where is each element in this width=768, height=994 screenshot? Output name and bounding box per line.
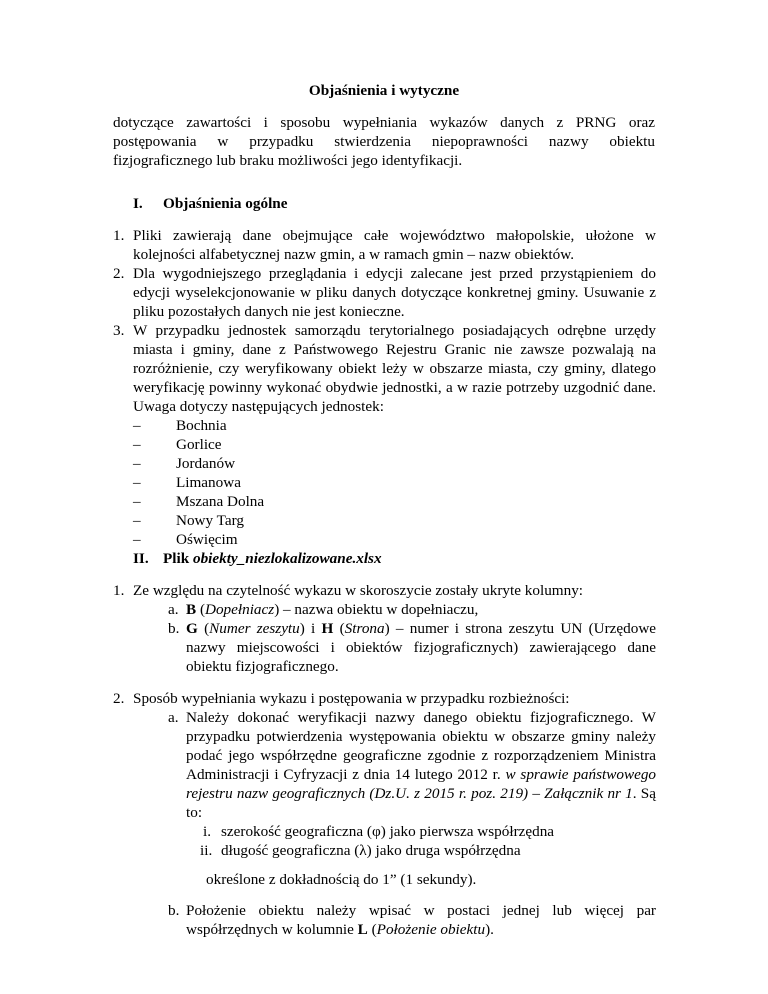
sub-text: ) – numer i strona zeszytu UN (Urzędowe nazwy miejscowości i obiektów fizjograficznych) zawierającego dane obiektu fizjograficznego. [186,620,657,675]
section-2-file-name: obiekty_niezlokalizowane.xlsx [192,550,382,567]
list-text: W przypadku jednostek samorządu terytorialnego posiadających odrębne urzędy miasta i gminy, dane z Państwowego Rejestru Granic nie zawsze pozwalają na rozróżnienie, czy weryfikowany obiekt leży w obszarze miasta, czy gminy, dlatego weryfikację powinny wykonać obydwie jednostki, a w razie potrzeby uzgodnić dane. Uwaga dotyczy następujących jednostek: [133,322,656,415]
section-2-heading [113,549,382,568]
document-title: Objaśnienia i wytyczne [308,82,460,99]
column-name: Dopełniacz [205,601,275,618]
paren: ( [371,921,377,938]
list-number: 2. [113,265,125,282]
regulation-title: w sprawie państwowego rejestru nazw geograficznych (Dz.U. z 2015 r. poz. 219) – Załącznik nr 1 [186,766,657,802]
section-1-numeral: I. [133,195,143,212]
unit-item [133,492,656,511]
dash-bullet: – [133,493,141,510]
column-letter: G [186,620,198,637]
unit-label: Oświęcim [176,531,238,548]
list-item [113,264,656,321]
unit-label: Jordanów [176,455,236,472]
sub-sub-item-i [148,822,656,841]
list-item [113,689,656,708]
roman-text: długość geograficzna (λ) jako druga współrzędna [221,842,521,859]
unit-item [133,435,656,454]
list-number: 3. [113,322,125,339]
unit-item [133,473,656,492]
dash-bullet: – [133,531,141,548]
paren: ( [204,620,210,637]
list-number: 1. [113,582,125,599]
units-list [113,416,656,549]
column-name: Położenie obiektu [376,921,486,938]
section-2-title-prefix: Plik [163,550,190,567]
list-item [113,581,656,600]
unit-label: Gorlice [176,436,222,453]
dash-bullet: – [133,455,141,472]
unit-item [133,530,656,549]
sub-text: ). [485,921,494,938]
dash-bullet: – [133,474,141,491]
unit-label: Nowy Targ [176,512,244,529]
sub-item-a [148,600,656,619]
sub-text: ) i [299,620,316,637]
section-1-list [113,226,656,549]
section-2-item-2 [113,689,656,939]
section-2-item-1 [113,581,656,676]
sub-label: a. [168,601,179,618]
list-number: 2. [113,690,125,707]
column-letter: H [321,620,334,637]
paren: ( [339,620,345,637]
column-letter: L [357,921,368,938]
roman-text: szerokość geograficzna (φ) jako pierwsza współrzędna [221,823,555,840]
sub-label: a. [168,709,179,726]
list-text: Ze względu na czytelność wykazu w skoroszycie zostały ukryte kolumny: [133,582,584,599]
column-name: Strona [344,620,385,637]
list-text: Pliki zawierają dane obejmujące całe województwo małopolskie, ułożone w kolejności alfabetycznej nazw gmin, a w ramach gmin – nazw obiektów. [133,227,656,263]
sub-label: b. [168,620,180,637]
sub-text: . Są to: [186,785,656,821]
paren: ( [199,601,205,618]
unit-label: Mszana Dolna [176,493,265,510]
section-1-heading [113,194,287,213]
sub-item-b [148,619,656,676]
unit-label: Bochnia [176,417,227,434]
sub-sub-item-ii [148,841,656,860]
unit-item [133,454,656,473]
sub-item-a [148,708,656,822]
sub-item-b [148,901,656,939]
accuracy-note: określone z dokładnością do 1” (1 sekundy). [206,871,477,888]
list-item [113,226,656,264]
unit-label: Limanowa [176,474,241,491]
list-text: Dla wygodniejszego przeglądania i edycji zalecane jest przed przystąpieniem do edycji wyselekcjonowanie w pliku danych dotyczące konkretnej gminy. Usuwanie z pliku pozostałych danych nie jest konieczne. [133,265,656,320]
dash-bullet: – [133,417,141,434]
dash-bullet: – [133,436,141,453]
list-number: 1. [113,227,125,244]
roman-label: i. [203,823,212,840]
list-text: Sposób wypełniania wykazu i postępowania w przypadku rozbieżności: [133,690,570,707]
unit-item [133,511,656,530]
column-letter: B [186,601,197,618]
section-2-numeral: II. [133,550,149,567]
intro-paragraph: dotyczące zawartości i sposobu wypełniania wykazów danych z PRNG oraz postępowania w przypadku stwierdzenia niepoprawności nazwy obiektu fizjograficznego lub braku możliwości jego identyfikacji. [113,114,655,169]
sub-text: ) – nazwa obiektu w dopełniaczu, [274,601,479,618]
column-name: Numer zeszytu [209,620,300,637]
roman-label: ii. [200,842,213,859]
sub-text: Położenie obiektu należy wpisać w postaci jednej lub więcej par współrzędnych w kolumnie [186,902,656,938]
sub-text: Należy dokonać weryfikacji nazwy danego obiektu fizjograficznego. W przypadku potwierdzenia występowania obiektu w obszarze gminy należy podać jego współrzędne geograficzne zgodnie z rozporządzeniem Ministra Administracji i Cyfryzacji z dnia 14 lutego 2012 r. [186,709,656,783]
list-item [113,321,656,416]
dash-bullet: – [133,512,141,529]
unit-item [133,416,656,435]
sub-label: b. [168,902,180,919]
section-1-title: Objaśnienia ogólne [163,195,288,212]
